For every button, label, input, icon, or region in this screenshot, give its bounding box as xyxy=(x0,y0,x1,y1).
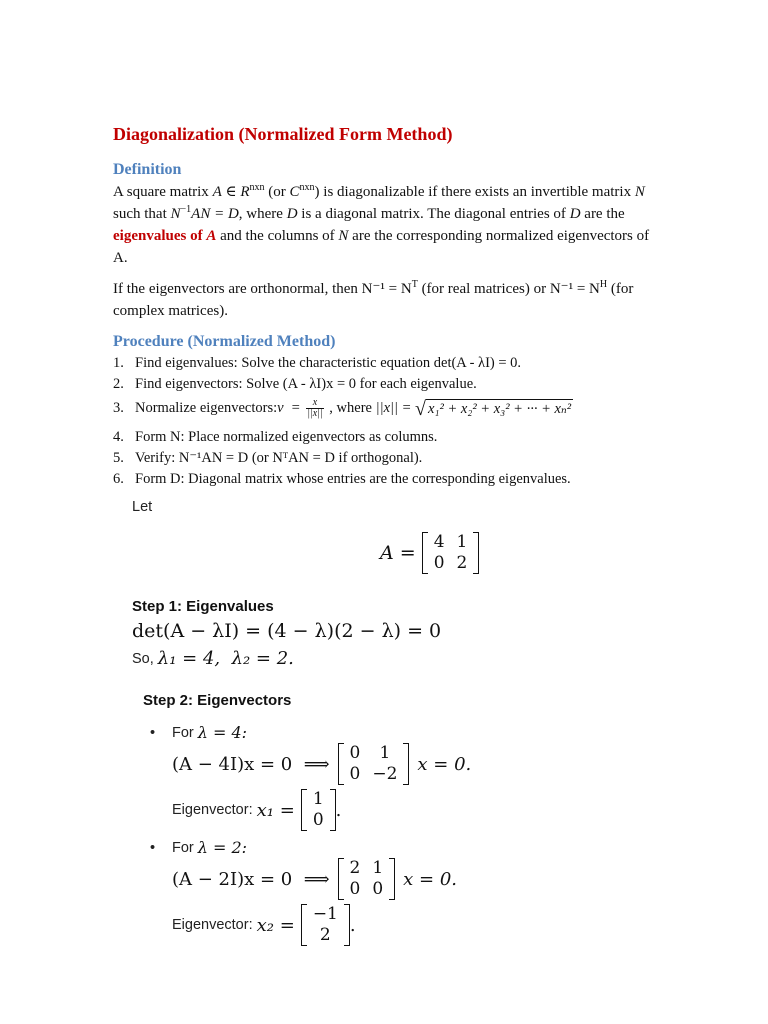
procedure-step: 4. Form N: Place normalized eigenvectors as columns. xyxy=(113,429,438,445)
vector-x1: 1 0 xyxy=(301,789,336,831)
matrix-a-definition: A = 4 1 0 2 xyxy=(380,532,479,574)
normalize-fraction: $\frac{x}{||x||}$ xyxy=(307,397,323,419)
definition-heading: Definition xyxy=(113,161,182,178)
eigenvalues-highlight: eigenvalues of A xyxy=(113,228,217,244)
eigenvector-2: Eigenvector: x₂ = −1 2 . xyxy=(172,904,356,945)
matrix-a-minus-2i: 2 1 0 0 xyxy=(338,858,396,900)
bullet-lambda-4: • For λ = 4: xyxy=(150,723,248,742)
matrix-a-minus-4i: 0 1 0 −2 xyxy=(338,743,410,785)
definition-paragraph: A square matrix A ∈ $R^{nxn}$ (or $C^{nxn}$) is diagonalizable if there exists an invertible matrix N such that $N^{-1}AN = D$, where D is a diagonal matrix. The diagonal entries of D are the eigenvalues of A and the columns of N are the corresponding normalized eigenvectors of A. xyxy=(113,182,650,266)
procedure-step: 5. Verify: N⁻¹AN = D (or NᵀAN = D if orthogonal). xyxy=(113,450,423,466)
matrix-a: 4 1 0 2 xyxy=(422,532,480,574)
bullet-lambda-2: • For λ = 2: xyxy=(150,838,248,857)
eigenvector-equation-2: (A − 2I)x = 0 ⟹ 2 1 0 0 x = 0. xyxy=(172,858,458,899)
step2-heading: Step 2: Eigenvectors xyxy=(143,692,292,709)
procedure-step: 2. Find eigenvectors: Solve (A - λI)x = 0 for each eigenvalue. xyxy=(113,376,477,392)
vector-x2: −1 2 xyxy=(301,904,350,946)
eigenvalues-result: So, λ₁ = 4, λ₂ = 2. xyxy=(132,648,294,669)
sqrt-expression: √ x₁² + x₂² + x₃² + ··· + xₙ² xyxy=(415,397,572,420)
orthonormal-paragraph: If the eigenvectors are orthonormal, then $N^{-1} = N^T$ (for real matrices) or $N^{-1} = N^H$ (for complex matrices). xyxy=(113,279,634,319)
eigenvector-1: Eigenvector: x₁ = 1 0 . xyxy=(172,789,342,830)
eigenvector-equation-1: (A − 4I)x = 0 ⟹ 0 1 0 −2 x = 0. xyxy=(172,743,472,784)
procedure-heading: Procedure (Normalized Method) xyxy=(113,333,336,350)
procedure-step: 3. Normalize eigenvectors: v = $\frac{x}{||x||}$ , where ||x|| = √ x₁² + x₂² + x₃² + ··· + xₙ² xyxy=(113,397,572,420)
procedure-step: 1. Find eigenvalues: Solve the characteristic equation det(A - λI) = 0. xyxy=(113,355,522,371)
characteristic-equation: det(A − λI) = (4 − λ)(2 − λ) = 0 xyxy=(132,620,442,642)
step1-heading: Step 1: Eigenvalues xyxy=(132,598,274,615)
document-title: Diagonalization (Normalized Form Method) xyxy=(113,124,453,144)
procedure-step: 6. Form D: Diagonal matrix whose entries are the corresponding eigenvalues. xyxy=(113,471,571,487)
let-label: Let xyxy=(132,499,153,515)
